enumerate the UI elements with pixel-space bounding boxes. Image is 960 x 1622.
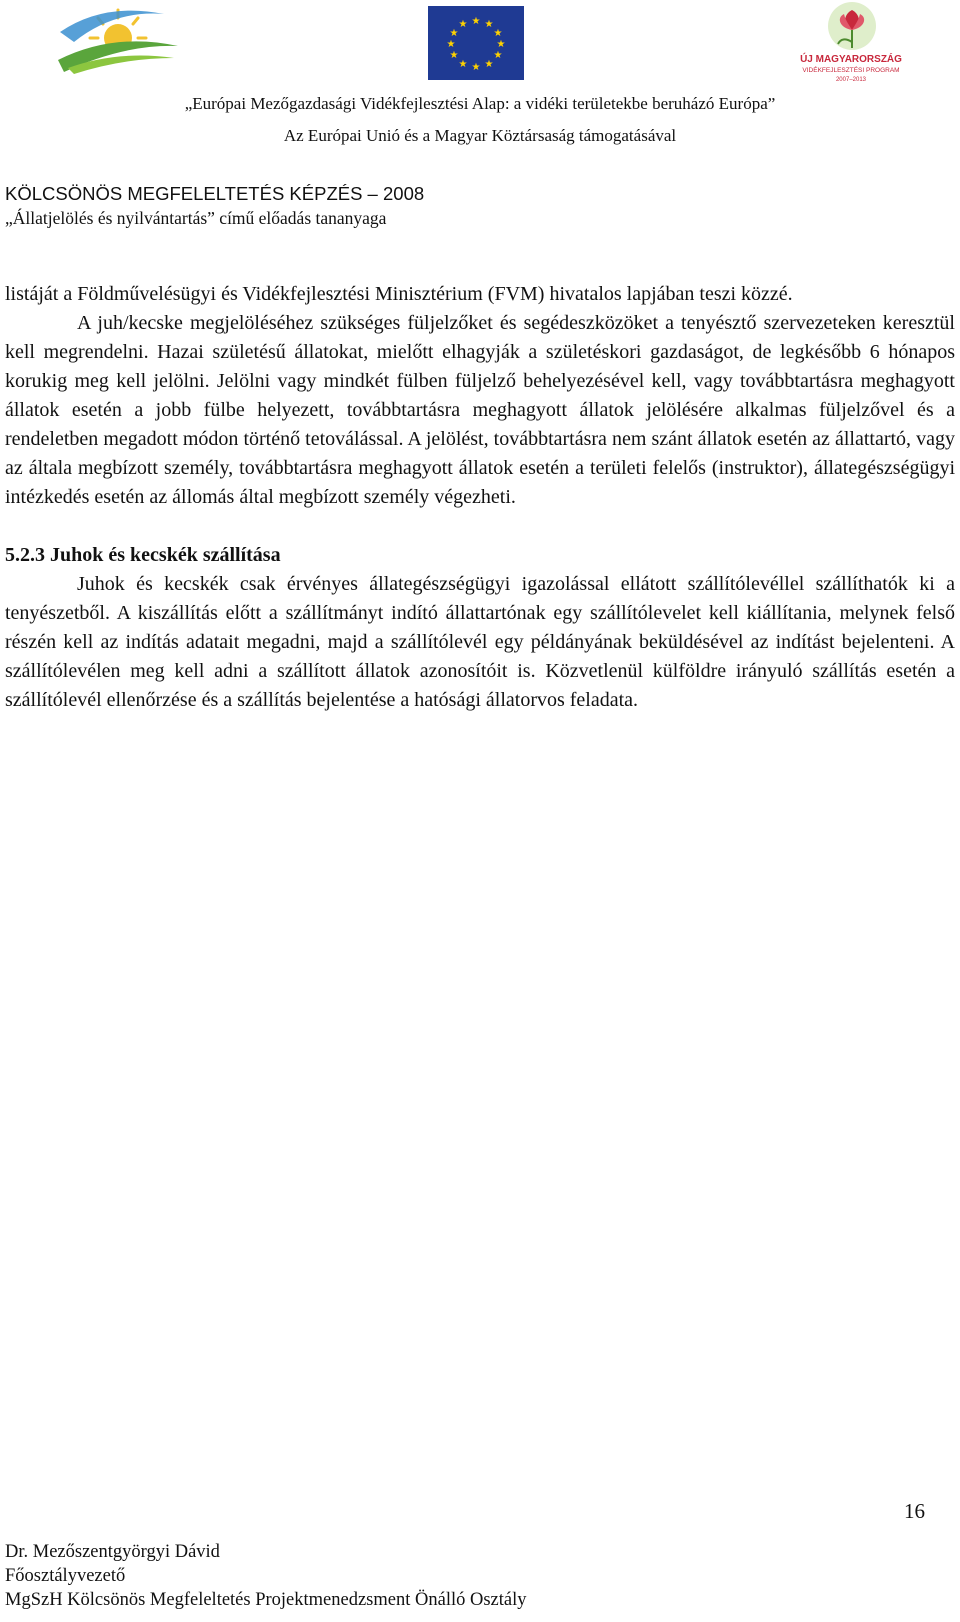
course-title: KÖLCSÖNÖS MEGFELELTETÉS KÉPZÉS – 2008 — [5, 183, 425, 204]
page-number: 16 — [904, 1499, 925, 1523]
svg-text:★: ★ — [484, 59, 494, 70]
sun-landscape-logo — [54, 2, 182, 74]
footer-organization: MgSzH Kölcsönös Megfeleltetés Projektmenedzsment Önálló Osztály — [5, 1590, 527, 1610]
section-heading: 5.2.3 Juhok és kecskék szállítása — [5, 544, 281, 566]
svg-text:★: ★ — [458, 59, 468, 70]
footer-author: Dr. Mezőszentgyörgyi Dávid — [5, 1542, 220, 1562]
svg-text:★: ★ — [471, 62, 481, 73]
course-subtitle: „Állatjelölés és nyilvántartás” című előadás tananyaga — [5, 208, 387, 228]
footer-position: Főosztályvezető — [5, 1566, 126, 1586]
logo-text-2: VIDÉKFEJLESZTÉSI PROGRAM — [802, 67, 900, 74]
svg-text:★: ★ — [449, 28, 459, 39]
svg-text:★: ★ — [471, 16, 481, 27]
paragraph-1: listáját a Földművelésügyi és Vidékfejlesztési Minisztérium (FVM) hivatalos lapjában teszi közzé. — [5, 283, 793, 305]
funder-line-2: Az Európai Unió és a Magyar Köztársaság támogatásával — [283, 126, 677, 145]
footer — [5, 1540, 527, 1612]
svg-text:★: ★ — [493, 50, 503, 61]
paragraph-2: A juh/kecske megjelöléséhez szükséges füljelzőket és segédeszközöket a tenyésztő szervezeteken keresztül kell megrendelni. Hazai születésű állatokat, mielőtt elhagyják a születéskori gazdaságot, de legkésőbb 6 hónapos korukig meg kell jelölni. Jelölni vagy mindkét fülben füljelző behelyezésével kell, vagy továbbtartásra meghagyott állatok esetén a jobb fülbe helyezett, továbbtartásra meghagyott állatok jelölésére alkalmas füljelzővel és a rendeletben megadott módon történő tetoválással. A jelölést, továbbtartásra nem szánt állatok esetén az állattartó, vagy az általa megbízott személy, továbbtartásra meghagyott állatok esetén a területi felelős (instruktor), állategészségügyi intézkedés esetén az állomás által megbízott személy végezheti. — [5, 312, 955, 508]
document-body — [5, 280, 955, 715]
paragraph-3: Juhok és kecskék csak érvényes állategészségügyi igazolással ellátott szállítólevéllel szállíthatók ki a tenyészetből. A kiszállítás előtt a szállítmányt indító állattartónak egy szállítólevelet kell kiállítania, melynek felső részén kell az indítás adatait megadni, majd a szállítólevél egy példányának beküldésével az indítást bejelenteni. A szállítólevélen meg kell adni a szállított állatok azonosítóit is. Közvetlenül külföldre irányuló szállítás esetén a szállítólevél ellenőrzése és a szállítás bejelentése a hatósági állatorvos feladata. — [5, 573, 955, 711]
svg-text:★: ★ — [484, 19, 494, 30]
svg-text:★: ★ — [493, 28, 503, 39]
svg-text:★: ★ — [446, 39, 456, 50]
svg-text:★: ★ — [496, 39, 506, 50]
funder-line-1: „Európai Mezőgazdasági Vidékfejlesztési Alap: a vidéki területekbe beruházó Európa” — [184, 94, 776, 113]
svg-text:★: ★ — [458, 19, 468, 30]
logo-text-1: ÚJ MAGYARORSZÁG — [800, 54, 902, 65]
eu-flag-icon — [428, 6, 524, 80]
logo-text-3: 2007–2013 — [835, 77, 867, 83]
uj-magyarorszag-flower-logo — [798, 0, 904, 84]
svg-text:★: ★ — [449, 50, 459, 61]
